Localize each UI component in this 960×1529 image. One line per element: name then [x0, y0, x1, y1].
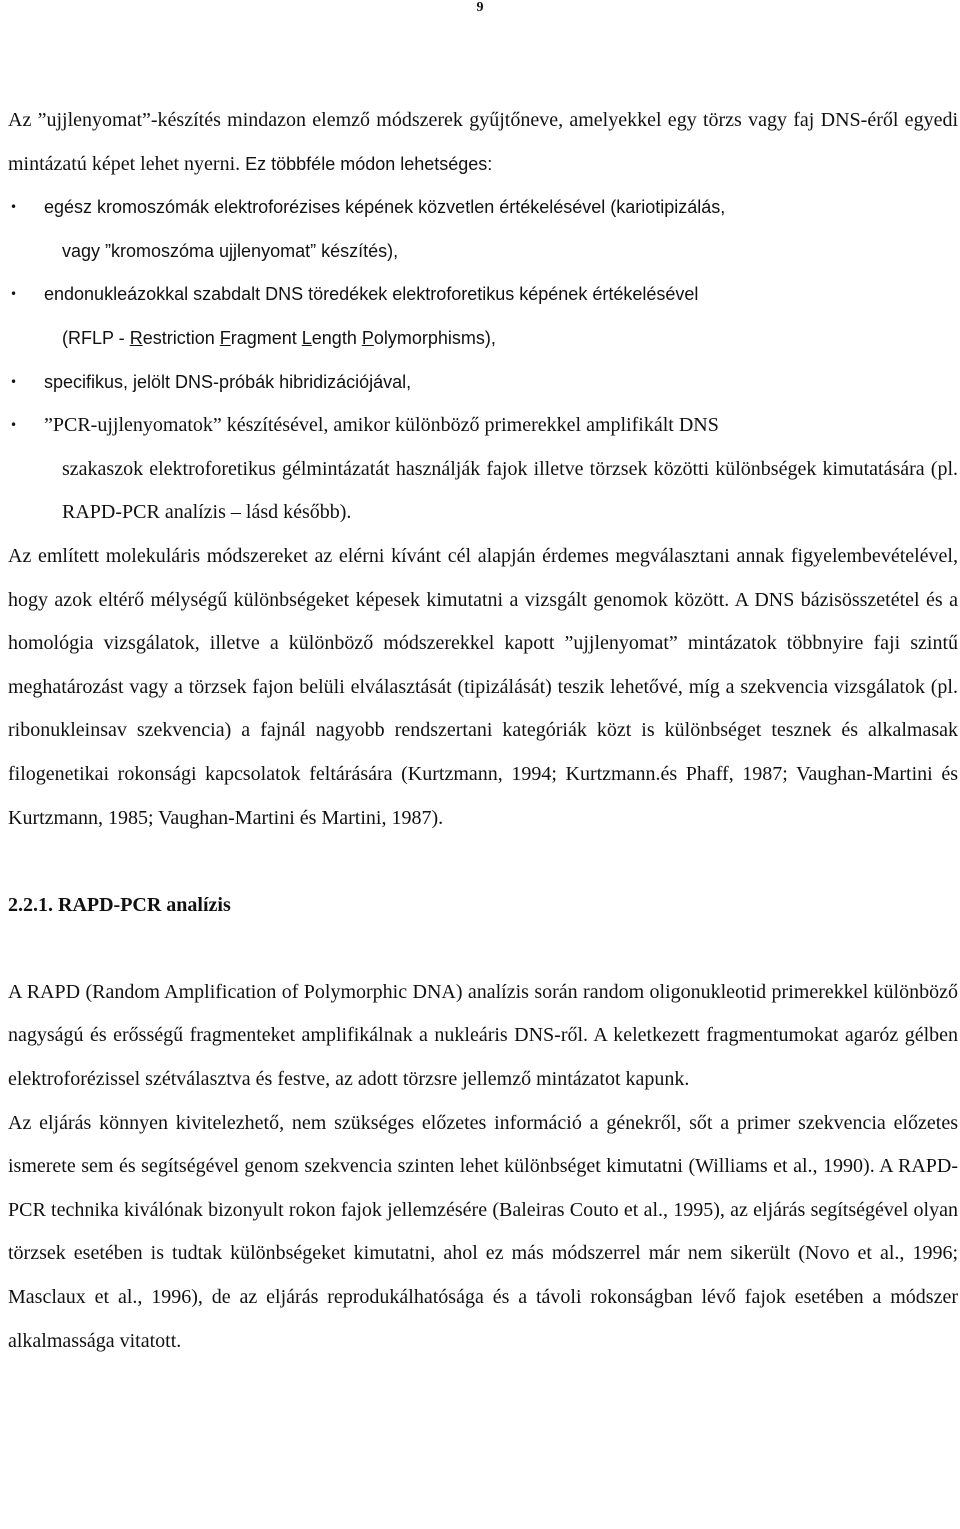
intro-paragraph — [8, 99, 958, 186]
list-item-text: endonukleázokkal szabdalt DNS töredékek elektroforetikus képének értékelésével — [44, 284, 699, 305]
list-item-continuation: szakaszok elektroforetikus gélmintázatát használják fajok illetve törzsek közötti különbségek kimutatására (pl. RAPD-PCR analízis – lásd később). — [62, 457, 958, 524]
rflp-letter-r: R — [129, 327, 143, 348]
list-item — [8, 186, 958, 273]
rapd-paragraph-2: Az eljárás könnyen kivitelezhető, nem szükséges előzetes információ a génekről, sőt a primer szekvencia előzetes ismerete sem és segítségével genom szekvencia szinten lehet különbséget kimutatni (Williams et al., 1990). A RAPD-PCR technika kiválónak bizonyult rokon fajok jellemzésére (Baleiras Couto et al., 1995), az eljárás segítségével olyan törzsek esetében is tudtak különbségeket kimutatni, ahol ez más módszerrel már nem sikerült (Novo et al., 1996; Masclaux et al., 1996), de az eljárás reprodukálhatósága és a távoli rokonságban lévő fajok esetében a módszer alkalmassága vitatott. — [8, 1111, 958, 1352]
list-item-text: ”PCR-ujjlenyomatok” készítésével, amikor különböző primerekkel amplifikált DNS — [44, 414, 719, 437]
intro-lead-in: Ez többféle módon lehetséges: — [245, 153, 493, 174]
rflp-letter-p: P — [361, 327, 374, 348]
bullet-icon: • — [10, 418, 18, 433]
list-item-text: egész kromoszómák elektroforézises képének közvetlen értékelésével (kariotipizálás, — [44, 197, 726, 218]
rapd-paragraph-1: A RAPD (Random Amplification of Polymorphic DNA) analízis során random oligonukleotid primerekkel különböző nagyságú és erősségű fragmenteket amplifikálnak a nukleáris DNS-ről. A keletkezett fragmentumokat agaróz gélben elektroforézissel szétválasztva és festve, az adott törzsre jellemző mintázatot kapunk. — [8, 980, 958, 1091]
bullet-icon: • — [10, 287, 18, 302]
methods-paragraph: Az említett molekuláris módszereket az elérni kívánt cél alapján érdemes megválasztani annak figyelembevételével, hogy azok eltérő mélységű különbségeket képesek kimutatni a vizsgált genomok között. A DNS bázisösszetétel és a homológia vizsgálatok, illetve a különböző módszerekkel kapott ”ujjlenyomat” mintázatok többnyire faji szintű meghatározást vagy a törzsek fajon belüli elválasztását (tipizálását) teszik lehetővé, míg a szekvencia vizsgálatok (pl. ribonukleinsav szekvencia) a fajnál nagyobb rendszertani kategóriák közt is különbséget tesznek és alkalmasak filogenetikai rokonsági kapcsolatok feltárására (Kurtzmann, 1994; Kurtzmann.és Phaff, 1987; Vaughan-Martini és Kurtzmann, 1985; Vaughan-Martini és Martini, 1987). — [8, 544, 958, 829]
intro-text: Az ”ujjlenyomat”-készítés mindazon elemző módszerek gyűjtőneve, amelyekkel egy törzs vagy faj DNS-éről egyedi mintázatú képet lehet nyerni. — [8, 109, 958, 175]
method-list — [8, 186, 958, 535]
list-item — [8, 273, 958, 360]
list-item-continuation: vagy ”kromoszóma ujjlenyomat” készítés), — [62, 240, 399, 261]
rflp-fragment: ragment — [230, 327, 302, 348]
bullet-icon: • — [10, 200, 18, 215]
rflp-restriction: estriction — [142, 327, 220, 348]
rflp-open: (RFLP - — [62, 327, 130, 348]
document-body — [8, 99, 958, 1363]
list-item-continuation — [44, 317, 958, 361]
page-number: 9 — [476, 0, 484, 15]
section-heading: 2.2.1. RAPD-PCR analízis — [8, 893, 231, 916]
spacer — [8, 927, 958, 971]
bullet-icon: • — [10, 374, 18, 389]
list-item — [8, 404, 958, 535]
rflp-polymorphisms: olymorphisms), — [373, 327, 496, 348]
list-item-text: specifikus, jelölt DNS-próbák hibridizációjával, — [44, 371, 412, 392]
rflp-length: ength — [311, 327, 362, 348]
rflp-letter-f: F — [219, 327, 231, 348]
list-item — [8, 361, 958, 405]
rflp-letter-l: L — [301, 327, 312, 348]
